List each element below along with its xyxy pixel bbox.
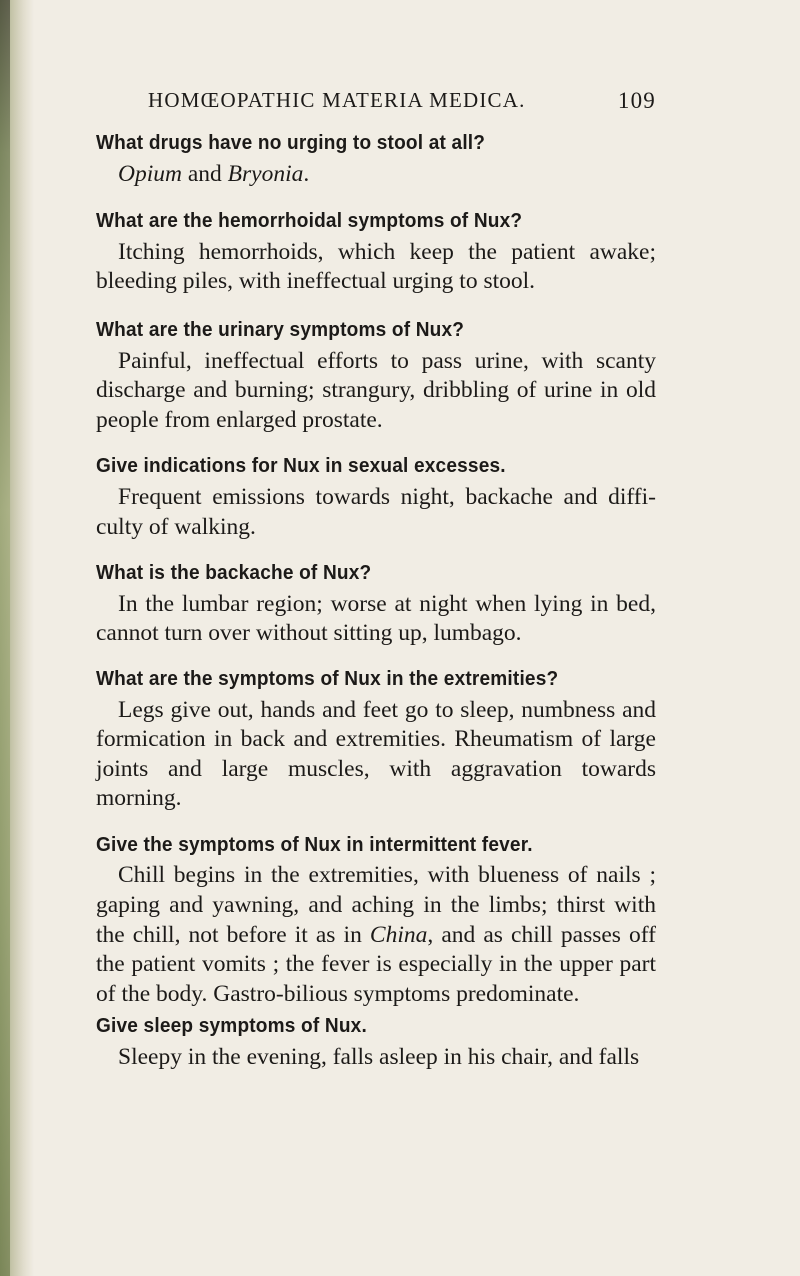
answer-sleep: Sleepy in the evening, falls asleep in his chair, and falls [118,1044,640,1071]
answer-period: . [303,160,310,187]
answer-urging-to-stool [96,160,656,190]
question-sleep: Give sleep symptoms of Nux. [96,1014,367,1038]
answer-conjunction: and [181,160,228,187]
answer-fever-part-2: , and as chill passes off the patient vomits ; the fever is especially in the upper part of the body. Gastro-bilious symptoms predominate. [96,921,656,1007]
page-number: 109 [617,88,656,113]
question-sexual-excesses: Give indications for Nux in sexual excesses. [96,454,506,478]
question-urging-to-stool: What drugs have no urging to stool at all? [96,131,486,154]
page-body [96,128,656,1073]
answer-sexual-excesses: Frequent emissions towards night, backache and diffi-culty of walking. [96,483,656,540]
answer-remedy-opium: Opium [118,160,182,187]
answer-remedy-china: China [369,921,428,948]
answer-intermittent-fever [96,861,656,1009]
answer-hemorrhoidal: Itching hemorrhoids, which keep the patient awake; bleeding piles, with ineffectual urging to stool. [96,238,656,295]
running-head-title: HOMŒOPATHIC MATERIA MEDICA. [148,88,526,112]
question-hemorrhoidal: What are the hemorrhoidal symptoms of Nux? [96,209,523,233]
question-urinary: What are the urinary symptoms of Nux? [96,317,465,341]
answer-urinary: Painful, ineffectual efforts to pass urine, with scanty discharge and burning; strangury, dribbling of urine in old people from enlarged prostate. [96,347,656,433]
answer-extremities: Legs give out, hands and feet go to sleep, numbness and formication in back and extremities. Rheumatism of large joints and large muscles, with aggravation towards morning. [96,696,656,812]
answer-fever-part-1: Chill begins in the extremities, with blueness of nails ; gaping and yawning, and aching in the limbs; thirst with the chill, not before it as in [96,862,656,948]
question-extremities: What are the symptoms of Nux in the extremities? [96,666,559,690]
question-intermittent-fever: Give the symptoms of Nux in intermittent fever. [96,832,533,856]
question-backache: What is the backache of Nux? [96,561,372,585]
answer-backache: In the lumbar region; worse at night when lying in bed, cannot turn over without sitting up, lumbago. [96,590,656,647]
answer-remedy-bryonia: Bryonia [227,160,304,187]
